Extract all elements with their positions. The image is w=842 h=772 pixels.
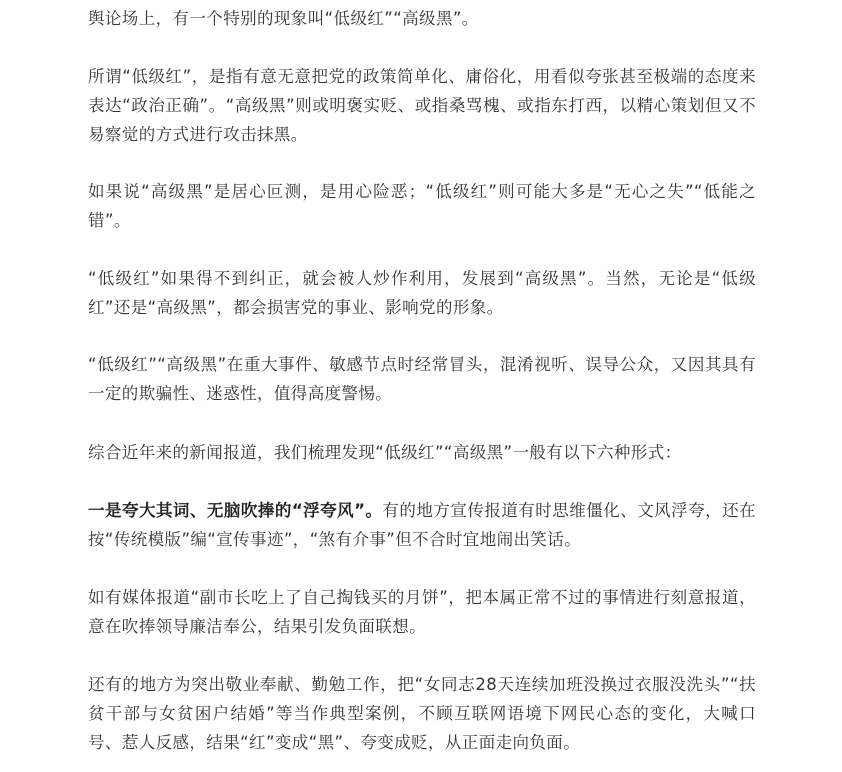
paragraph-example-overtime: 还有的地方为突出敬业奉献、勤勉工作，把“女同志28天连续加班没换过衣服没洗头”“扶贫干部与女贫困户结婚”等当作典型案例，不顾互联网语境下网民心态的变化，大喊口号、惹人反感，结果“红”变成“黑”、夸变成贬，从正面走向负面。 [88,675,756,752]
paragraph-intro: 舆论场上，有一个特别的现象叫“低级红”“高级黑”。 [88,9,479,28]
paragraph-summary: 综合近年来的新闻报道，我们梳理发现“低级红”“高级黑”一般有以下六种形式： [88,443,682,462]
paragraph-form-one [88,496,756,554]
paragraph-definition: 所谓“低级红”，是指有意无意把党的政策简单化、庸俗化，用看似夸张甚至极端的态度来表达“政治正确”。“高级黑”则或明褒实贬、或指桑骂槐、或指东打西，以精心策划但又不易察觉的方式进行攻击抹黑。 [88,67,756,144]
paragraph-example-mooncake: 如有媒体报道“副市长吃上了自己掏钱买的月饼”，把本属正常不过的事情进行刻意报道，意在吹捧领导廉洁奉公，结果引发负面联想。 [88,588,756,636]
paragraph-comparison: 如果说“高级黑”是居心叵测，是用心险恶；“低级红”则可能大多是“无心之失”“低能之错”。 [88,182,756,230]
form-one-text: 有的地方宣传报道有时思维僵化、文风浮夸，还在按“传统模版”编“宣传事迹”，“煞有介事”但不合时宜地闹出笑话。 [88,501,756,549]
form-one-heading: 一是夸大其词、无脑吹捧的“浮夸风”。 [88,501,383,520]
paragraph-consequence: “低级红”如果得不到纠正，就会被人炒作利用，发展到“高级黑”。当然，无论是“低级红”还是“高级黑”，都会损害党的事业、影响党的形象。 [88,269,756,317]
paragraph-warning: “低级红”“高级黑”在重大事件、敏感节点时经常冒头，混淆视听、误导公众，又因其具有一定的欺骗性、迷惑性，值得高度警惕。 [88,355,756,403]
